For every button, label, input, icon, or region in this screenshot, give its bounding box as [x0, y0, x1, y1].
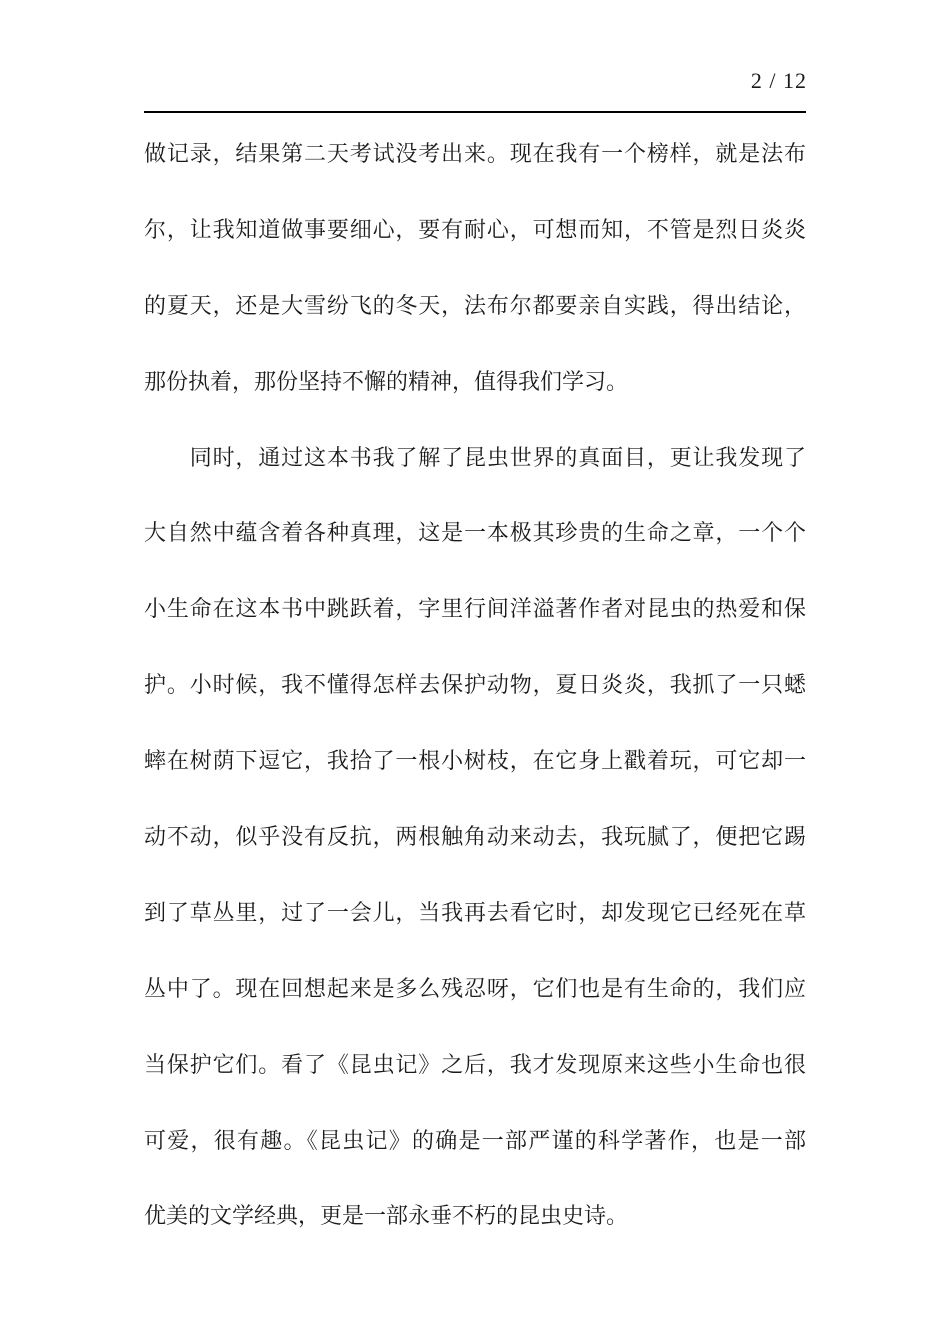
text-line: 丛中了。现在回想起来是多么残忍呀，它们也是有生命的，我们应 — [144, 976, 806, 1002]
document-body — [144, 117, 806, 1255]
text-line: 当保护它们。看了《昆虫记》之后，我才发现原来这些小生命也很 — [144, 1052, 806, 1078]
text-line: 尔，让我知道做事要细心，要有耐心，可想而知，不管是烈日炎炎 — [144, 217, 806, 243]
text-line: 可爱，很有趣。《昆虫记》的确是一部严谨的科学著作，也是一部 — [144, 1128, 806, 1154]
text-line: 优美的文学经典，更是一部永垂不朽的昆虫史诗。 — [144, 1204, 629, 1230]
header-rule — [144, 111, 806, 113]
text-line: 同时，通过这本书我了解了昆虫世界的真面目，更让我发现了 — [144, 445, 806, 471]
text-line: 小生命在这本书中跳跃着，字里行间洋溢著作者对昆虫的热爱和保 — [144, 597, 806, 623]
page-number: 2 / 12 — [750, 68, 807, 93]
text-line: 大自然中蕴含着各种真理，这是一本极其珍贵的生命之章，一个个 — [144, 521, 806, 547]
text-line: 那份执着，那份坚持不懈的精神，值得我们学习。 — [144, 369, 629, 395]
text-line: 到了草丛里，过了一会儿，当我再去看它时，却发现它已经死在草 — [144, 900, 806, 926]
text-line: 的夏天，还是大雪纷飞的冬天，法布尔都要亲自实践，得出结论， — [144, 293, 806, 319]
text-line: 动不动，似乎没有反抗，两根触角动来动去，我玩腻了，便把它踢 — [144, 825, 806, 851]
text-line: 护。小时候，我不懂得怎样去保护动物，夏日炎炎，我抓了一只蟋 — [144, 673, 806, 699]
text-line: 做记录，结果第二天考试没考出来。现在我有一个榜样，就是法布 — [144, 142, 806, 167]
text-line: 蟀在树荫下逗它，我拾了一根小树枝，在它身上戳着玩，可它却一 — [144, 749, 806, 775]
